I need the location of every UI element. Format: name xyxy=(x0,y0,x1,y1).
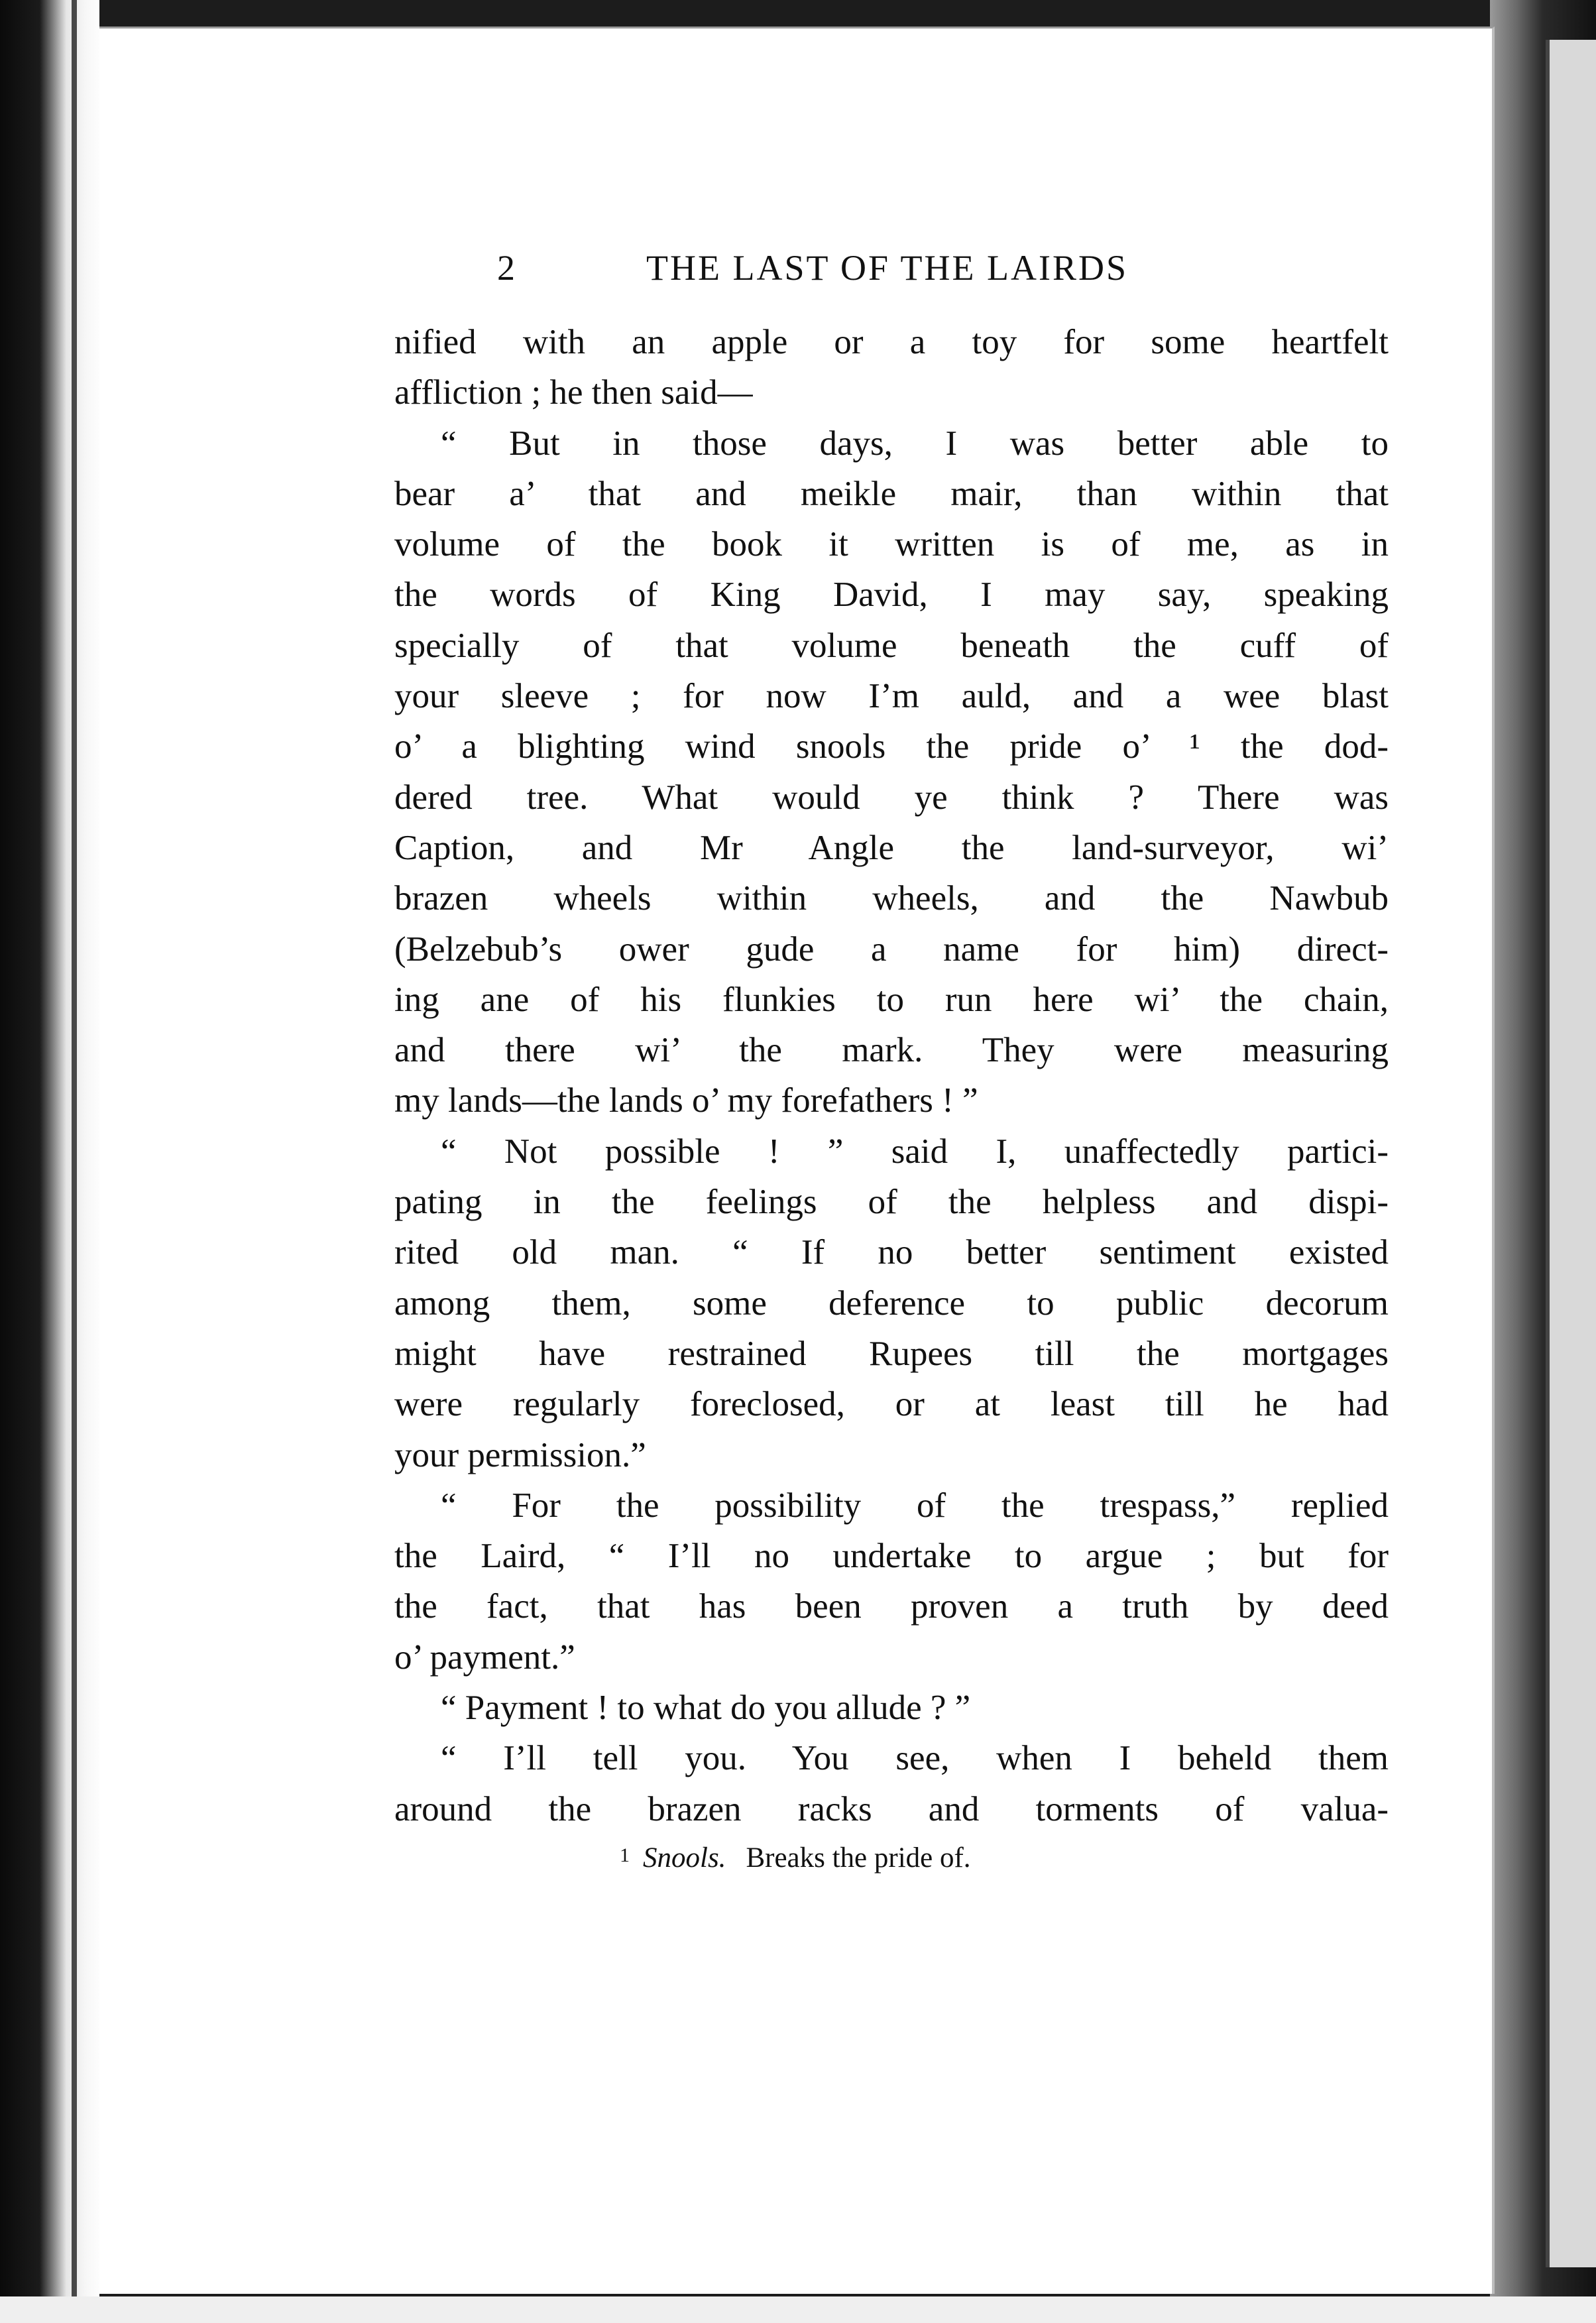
footnote-mark: 1 xyxy=(620,1844,630,1866)
text-line: “ But in those days, I was better able to xyxy=(441,424,1389,463)
text-line: pating in the feelings of the helpless and dispi- xyxy=(394,1183,1389,1222)
binding-shadow xyxy=(72,0,77,2323)
text-line: specially of that volume beneath the cuff of xyxy=(394,626,1389,665)
text-line: Caption, and Mr Angle the land-surveyor, wi’ xyxy=(394,828,1389,867)
text-line: nified with an apple or a toy for some heartfelt xyxy=(394,323,1389,361)
scan-bottom-edge xyxy=(0,2296,1596,2323)
book-binding-edge xyxy=(0,0,99,2323)
text-line: “ Payment ! to what do you allude ? ” xyxy=(441,1689,971,1728)
text-line: “ I’ll tell you. You see, when I beheld them xyxy=(441,1739,1389,1778)
text-line: the words of King David, I may say, speaking xyxy=(394,575,1389,615)
footnote-text: Breaks the pride of. xyxy=(746,1842,971,1874)
text-line: o’ payment.” xyxy=(394,1638,575,1677)
text-line: rited old man. “ If no better sentiment existed xyxy=(394,1233,1389,1272)
page-number: 2 xyxy=(497,248,517,288)
text-line: were regularly foreclosed, or at least till he had xyxy=(394,1385,1389,1424)
text-line: the fact, that has been proven a truth by deed xyxy=(394,1587,1389,1626)
text-line: around the brazen racks and torments of valua- xyxy=(394,1789,1389,1828)
page-header xyxy=(497,247,1491,300)
text-line: your permission.” xyxy=(394,1435,646,1474)
text-line: might have restrained Rupees till the mortgages xyxy=(394,1334,1389,1373)
footnote-term: Snools. xyxy=(643,1842,726,1874)
text-line: your sleeve ; for now I’m auld, and a wee blast xyxy=(394,677,1389,716)
text-line: “ Not possible ! ” said I, unaffectedly partici- xyxy=(441,1132,1389,1171)
body-text xyxy=(394,317,1389,1834)
running-title: THE LAST OF THE LAIRDS xyxy=(646,248,1129,288)
text-line: (Belzebub’s ower gude a name for him) direct- xyxy=(394,929,1389,969)
text-line: and there wi’ the mark. They were measuring xyxy=(394,1031,1389,1070)
footnote xyxy=(620,1842,1349,1874)
text-line: affliction ; he then said— xyxy=(394,373,753,412)
text-line: my lands—the lands o’ my forefathers ! ” xyxy=(394,1081,978,1120)
text-line: “ For the possibility of the trespass,” replied xyxy=(441,1486,1389,1525)
text-line: volume of the book it written is of me, as in xyxy=(394,525,1389,564)
text-line: bear a’ that and meikle mair, than within that xyxy=(394,474,1389,513)
text-line: ing ane of his flunkies to run here wi’ the chain, xyxy=(394,980,1389,1019)
book-page-stack xyxy=(1546,40,1596,2267)
text-line: o’ a blighting wind snools the pride o’ ¹ the dod- xyxy=(394,727,1389,766)
text-line: among them, some deference to public decorum xyxy=(394,1283,1389,1323)
text-line: the Laird, “ I’ll no undertake to argue ; but for xyxy=(394,1537,1389,1576)
text-line: brazen wheels within wheels, and the Nawbub xyxy=(394,879,1389,918)
text-line: dered tree. What would ye think ? There was xyxy=(394,778,1389,817)
